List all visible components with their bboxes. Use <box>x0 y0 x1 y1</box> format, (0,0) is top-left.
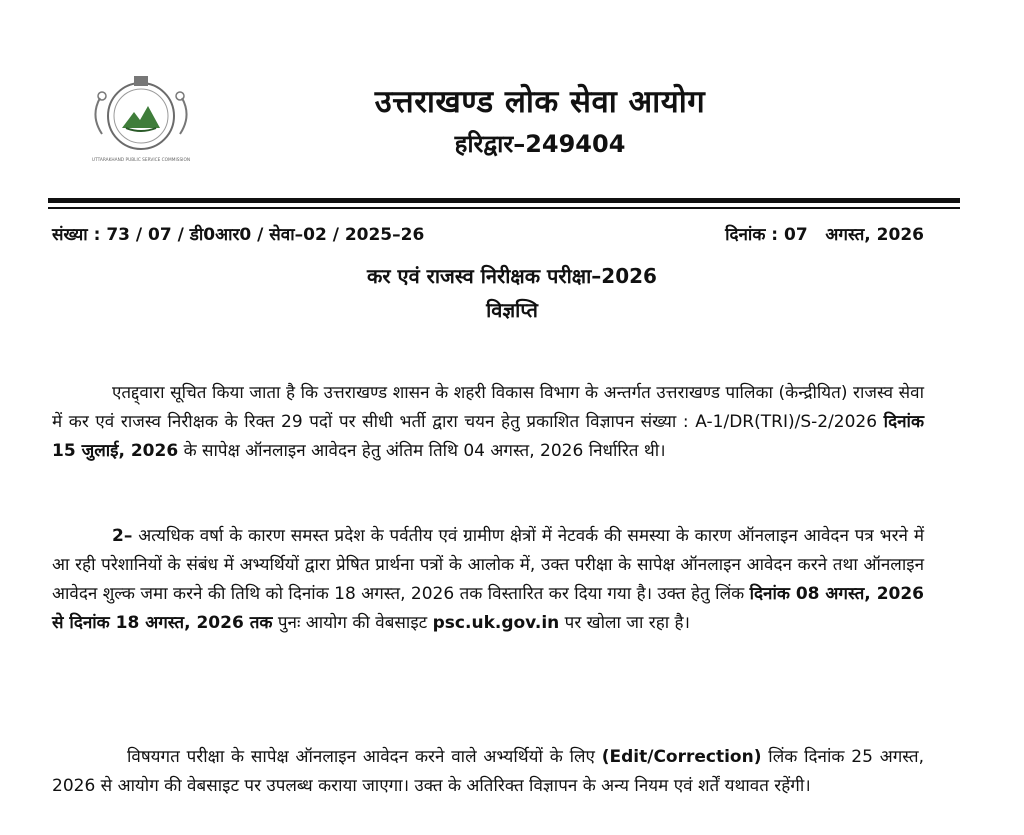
paragraph-3-text: विषयगत परीक्षा के सापेक्ष ऑनलाइन आवेदन करने वाले अभ्यर्थियों के लिए <box>127 747 602 767</box>
emblem-caption: UTTARAKHAND PUBLIC SERVICE COMMISSION <box>91 158 191 163</box>
paragraph-1-text-end: के सापेक्ष ऑनलाइन आवेदन हेतु अंतिम तिथि 04 अगस्त, 2026 निर्धारित थी। <box>178 441 666 461</box>
paragraph-3-text-end: लिंक दिनांक 25 अगस्त, 2026 से आयोग की वेबसाइट पर उपलब्ध कराया जाएगा। उक्त के अतिरिक्त विज्ञापन के अन्य नियम एवं शर्तें यथावत रहेंगी। <box>52 747 924 796</box>
notice-date: दिनांक : 07 अगस्त, 2026 <box>725 225 924 245</box>
paragraph-2-number: 2– <box>112 526 133 546</box>
header-divider-thick <box>48 198 960 203</box>
header-divider-thin <box>48 207 960 209</box>
organization-name: उत्तराखण्ड लोक सेवा आयोग <box>374 84 706 120</box>
paragraph-1 <box>52 379 924 466</box>
paragraph-2-text: अत्यधिक वर्षा के कारण समस्त प्रदेश के पर्वतीय एवं ग्रामीण क्षेत्रों में नेटवर्क की समस्या के कारण ऑनलाइन आवेदन पत्र भरने में आ रही परेशानियों के संबंध में अभ्यर्थियों द्वारा प्रेषित प्रार्थना पत्रों के आलोक में, उक्त परीक्षा के सापेक्ष ऑनलाइन आवेदन करने तथा ऑनलाइन आवेदन शुल्क जमा करने की तिथि को दिनांक 18 अगस्त, 2026 तक विस्तारित कर दिया गया है। उक्त हेतु लिंक <box>52 526 924 604</box>
paragraph-3 <box>52 743 924 801</box>
commission-emblem <box>82 68 200 166</box>
edit-correction-label: (Edit/Correction) <box>601 747 762 767</box>
commission-website: psc.uk.gov.in <box>432 613 560 633</box>
reference-number: संख्या : 73 / 07 / डी0आर0 / सेवा–02 / 2025–26 <box>52 225 425 245</box>
notice-heading: विज्ञप्ति <box>486 298 538 322</box>
extended-date-range: दिनांक 08 अगस्त, 2026 से दिनांक 18 अगस्त, 2026 तक <box>52 584 925 633</box>
advertisement-number: A-1/DR(TRI)/S-2/2026 <box>695 412 884 432</box>
paragraph-2 <box>52 522 924 638</box>
paragraph-1-text: एतद्द्वारा सूचित किया जाता है कि उत्तराखण्ड शासन के शहरी विकास विभाग के अन्तर्गत उत्तराखण्ड पालिका (केन्द्रीयित) राजस्व सेवा में कर एवं राजस्व निरीक्षक के रिक्त 29 पदों पर सीधी भर्ती द्वारा चयन हेतु प्रकाशित विज्ञापन संख्या : <box>52 383 924 432</box>
paragraph-2-text-end: पर खोला जा रहा है। <box>559 613 691 633</box>
advertisement-date: दिनांक 15 जुलाई, 2026 <box>52 412 924 461</box>
notice-subject: कर एवं राजस्व निरीक्षक परीक्षा–2026 <box>367 264 657 288</box>
paragraph-2-text-mid: पुनः आयोग की वेबसाइट <box>272 613 433 633</box>
organization-address: हरिद्वार–249404 <box>454 130 626 158</box>
